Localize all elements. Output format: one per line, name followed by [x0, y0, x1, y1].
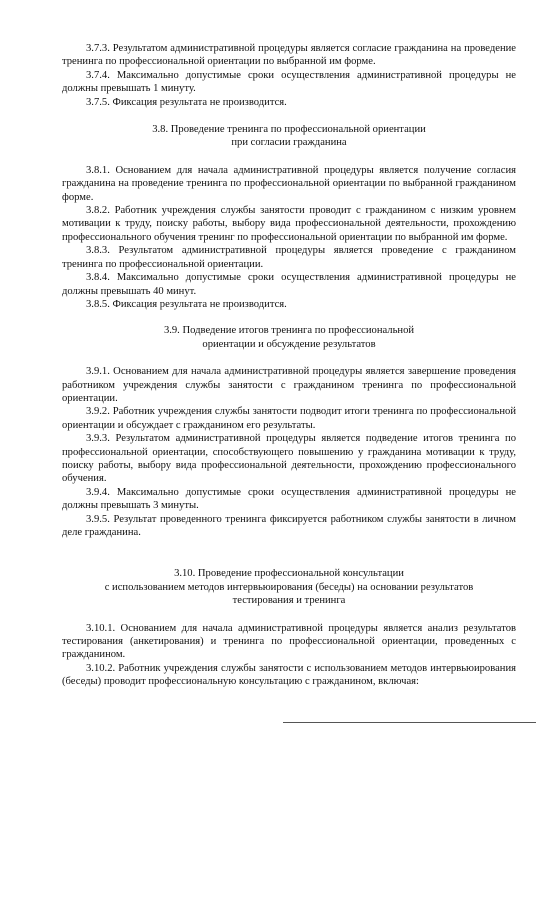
paragraph: 3.7.4. Максимально допустимые сроки осуществления административной процедуры не должны превышать 1 минуту. [62, 69, 516, 95]
section-heading-line: 3.8. Проведение тренинга по профессиональной ориентации [152, 124, 426, 136]
paragraph: 3.9.3. Результатом административной процедуры является подведение итогов тренинга по профессиональной ориентации, способствующего повышению у гражданина мотивации к труду, поиску работы, выбору вида профессиональной деятельности, прохождению профессионального обучения. [62, 433, 516, 485]
spacer [62, 539, 516, 567]
paragraph: 3.8.4. Максимально допустимые сроки осуществления административной процедуры не должны превышать 40 минут. [62, 272, 516, 297]
paragraph: 3.9.2. Работник учреждения службы занятости подводит итоги тренинга по профессиональной ориентации и обсуждает с гражданином его результаты. [62, 406, 516, 431]
spacer [62, 150, 516, 164]
section-heading-line: ориентации и обсуждение результатов [202, 338, 376, 350]
paragraph: 3.8.2. Работник учреждения службы занятости проводит с гражданином с низким уровнем мотивации к труду, поиску работы, выбору вида профессиональной деятельности, прохождению профессионального обучения тренинг по профессиональной ориентации по выбранной им форме. [62, 205, 516, 243]
footer-divider [283, 722, 536, 723]
section-heading-line: тестирования и тренинга [232, 595, 346, 607]
section-heading-line: при согласии гражданина [231, 137, 347, 149]
paragraph: 3.9.4. Максимально допустимые сроки осуществления административной процедуры не должны превышать 3 минуты. [62, 486, 516, 512]
section-heading-line: 3.9. Подведение итогов тренинга по профессиональной [163, 325, 415, 337]
document-body [62, 42, 516, 689]
paragraph: 3.8.1. Основанием для начала административной процедуры является получение согласия гражданина на проведение тренинга по профессиональной ориентации по выбранной гражданином форме. [62, 164, 516, 203]
section-heading [62, 567, 516, 607]
spacer [62, 608, 516, 622]
spacer [62, 351, 516, 365]
section-heading-line: с использованием методов интервьюирования (беседы) на основании результатов [104, 581, 474, 593]
section-heading [62, 324, 516, 351]
paragraph: 3.8.3. Результатом административной процедуры является проведение с гражданином тренинга по профессиональной ориентации. [62, 245, 516, 270]
paragraph: 3.10.1. Основанием для начала административной процедуры является анализ результатов тестирования (анкетирования) и тренинга по профессиональной ориентации, проведенных с гражданином. [62, 622, 516, 661]
paragraph: 3.7.3. Результатом административной процедуры является согласие гражданина на проведение тренинга по профессиональной ориентации по выбранной им форме. [62, 43, 516, 68]
section-heading [62, 123, 516, 150]
paragraph: 3.8.5. Фиксация результата не производится. [86, 298, 287, 310]
paragraph: 3.9.1. Основанием для начала административной процедуры является завершение проведения работником учреждения службы занятости с гражданином тренинга по профессиональной ориентации. [62, 366, 516, 404]
paragraph: 3.10.2. Работник учреждения службы занятости с использованием методов интервьюирования (беседы) проводит профессиональную консультацию с гражданином, включая: [62, 662, 516, 688]
paragraph: 3.7.5. Фиксация результата не производится. [86, 96, 287, 108]
section-heading-line: 3.10. Проведение профессиональной консультации [174, 568, 404, 580]
spacer [62, 109, 516, 123]
paragraph: 3.9.5. Результат проведенного тренинга фиксируется работником службы занятости в личном деле гражданина. [62, 513, 516, 538]
spacer [62, 311, 516, 324]
